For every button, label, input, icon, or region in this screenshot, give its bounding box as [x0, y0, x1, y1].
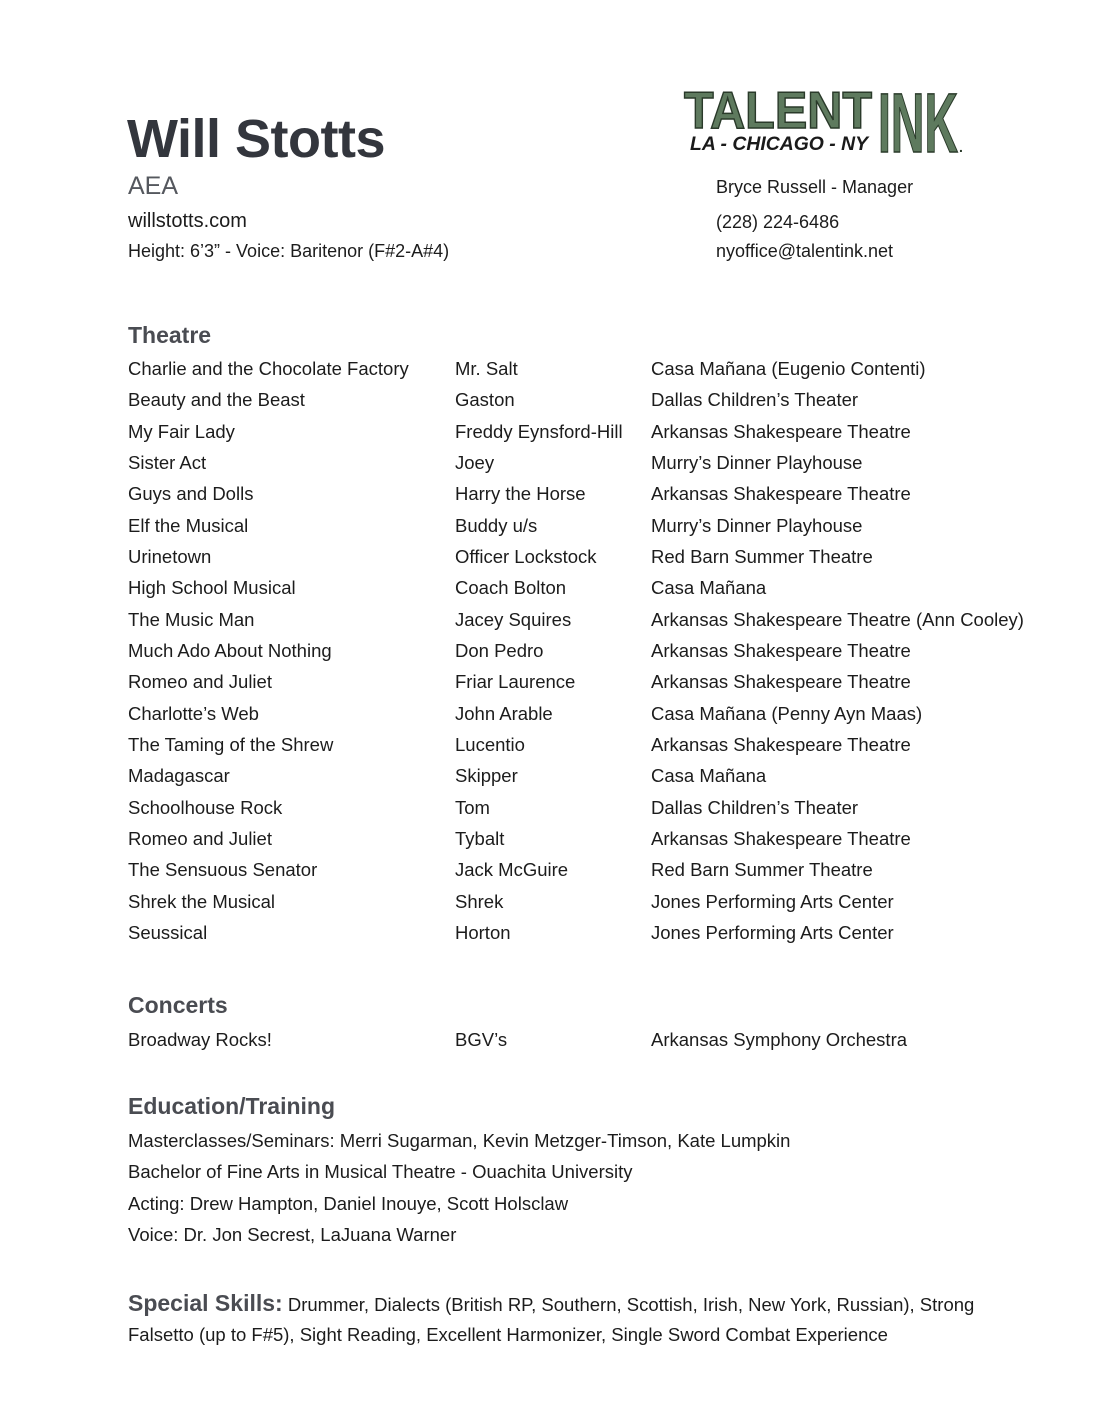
credit-show: Broadway Rocks! — [128, 1029, 272, 1050]
education-line: Acting: Drew Hampton, Daniel Inouye, Scott Holsclaw — [128, 1192, 569, 1214]
credit-venue: Dallas Children’s Theater — [651, 389, 859, 411]
credit-show: Sister Act — [128, 451, 207, 473]
credit-row — [0, 891, 1106, 922]
credit-role: Horton — [455, 921, 511, 943]
credit-row — [0, 922, 1106, 953]
credit-role: Friar Laurence — [455, 671, 576, 693]
manager-name: Bryce Russell - Manager — [716, 177, 914, 197]
union-affiliation: AEA — [128, 172, 179, 200]
credit-show: The Taming of the Shrew — [128, 733, 334, 755]
credit-role: John Arable — [455, 702, 553, 724]
skills-label: Special Skills: — [128, 1290, 283, 1316]
credit-venue: Arkansas Shakespeare Theatre — [651, 420, 911, 442]
credit-role: Freddy Eynsford-Hill — [455, 420, 623, 442]
credit-venue: Red Barn Summer Theatre — [651, 545, 873, 567]
credit-show: High School Musical — [128, 577, 296, 599]
credit-role: Jacey Squires — [455, 608, 572, 630]
credit-role: Officer Lockstock — [455, 545, 597, 567]
credit-row — [0, 703, 1106, 734]
credit-venue: Arkansas Shakespeare Theatre — [651, 483, 911, 505]
credit-venue: Arkansas Shakespeare Theatre — [651, 671, 911, 693]
credit-show: Schoolhouse Rock — [128, 796, 283, 818]
credit-row — [0, 640, 1106, 671]
credit-role: Tom — [455, 796, 490, 818]
skills-text: Drummer, Dialects (British RP, Southern, Scottish, Irish, New York, Russian), Strong Falsetto (up to F#5), Sight Reading, Excellent Harmonizer, Single Sword Combat Experience — [128, 1294, 975, 1345]
credit-show: The Sensuous Senator — [128, 859, 318, 881]
credit-venue: Red Barn Summer Theatre — [651, 859, 873, 881]
credit-venue: Murry’s Dinner Playhouse — [651, 451, 863, 473]
credit-show: Much Ado About Nothing — [128, 639, 332, 661]
credit-role: Harry the Horse — [455, 483, 586, 505]
height-voice-text: Height: 6’3” - Voice: Baritenor (F#2-A#4) — [128, 241, 450, 261]
credit-row — [0, 546, 1106, 577]
manager-email: nyoffice@talentink.net — [716, 241, 894, 261]
credit-role: Gaston — [455, 389, 515, 411]
credit-venue: Jones Performing Arts Center — [651, 890, 894, 912]
credit-show: My Fair Lady — [128, 420, 235, 442]
credit-role: Jack McGuire — [455, 859, 569, 881]
credit-show: Seussical — [128, 921, 208, 943]
credit-row — [0, 797, 1106, 828]
credit-show: Elf the Musical — [128, 514, 249, 536]
credit-row — [0, 734, 1106, 765]
manager-phone: (228) 224-6486 — [716, 212, 840, 232]
credit-row — [0, 1029, 1106, 1060]
credit-venue: Casa Mañana (Penny Ayn Maas) — [651, 702, 923, 724]
credit-row — [0, 421, 1106, 452]
credit-row — [0, 515, 1106, 546]
credit-row — [0, 358, 1106, 389]
credit-venue: Jones Performing Arts Center — [651, 921, 894, 943]
svg-text:TALENT: TALENT — [684, 82, 873, 140]
credit-role: Buddy u/s — [455, 514, 538, 536]
svg-text:LA - CHICAGO - NY: LA - CHICAGO - NY — [690, 134, 871, 155]
credit-venue: Casa Mañana (Eugenio Contenti) — [651, 358, 926, 379]
credit-venue: Arkansas Shakespeare Theatre — [651, 827, 911, 849]
credit-venue: Arkansas Symphony Orchestra — [651, 1029, 908, 1050]
education-line: Bachelor of Fine Arts in Musical Theatre - Ouachita University — [128, 1161, 633, 1183]
actor-name: Will Stotts — [127, 109, 385, 169]
credit-role: Lucentio — [455, 733, 525, 755]
credit-role: Joey — [455, 451, 495, 473]
credit-venue: Arkansas Shakespeare Theatre (Ann Cooley) — [651, 608, 1024, 630]
credit-row — [0, 859, 1106, 890]
credit-row — [0, 828, 1106, 859]
credit-role: Coach Bolton — [455, 577, 567, 599]
credit-row — [0, 483, 1106, 514]
svg-text:INK: INK — [878, 78, 958, 160]
credit-role: Shrek — [455, 890, 504, 912]
theatre-heading: Theatre — [128, 322, 212, 348]
credit-role: Skipper — [455, 765, 518, 787]
credit-role: BGV’s — [455, 1029, 508, 1050]
education-heading: Education/Training — [128, 1093, 336, 1119]
credit-venue: Casa Mañana — [651, 577, 767, 599]
credit-venue: Casa Mañana — [651, 765, 767, 787]
credit-row — [0, 671, 1106, 702]
credit-venue: Arkansas Shakespeare Theatre — [651, 639, 911, 661]
credit-show: Beauty and the Beast — [128, 389, 305, 411]
credit-row — [0, 765, 1106, 796]
credit-venue: Murry’s Dinner Playhouse — [651, 514, 863, 536]
credit-role: Don Pedro — [455, 639, 544, 661]
credit-row — [0, 389, 1106, 420]
credit-venue: Arkansas Shakespeare Theatre — [651, 733, 911, 755]
credit-role: Tybalt — [455, 827, 505, 849]
svg-text:.: . — [959, 139, 963, 155]
credit-show: Charlotte’s Web — [128, 702, 259, 724]
credit-row — [0, 609, 1106, 640]
credit-show: Charlie and the Chocolate Factory — [128, 358, 409, 379]
education-line: Masterclasses/Seminars: Merri Sugarman, Kevin Metzger-Timson, Kate Lumpkin — [128, 1130, 791, 1151]
credit-role: Mr. Salt — [455, 358, 518, 379]
credit-show: Madagascar — [128, 765, 230, 787]
education-line: Voice: Dr. Jon Secrest, LaJuana Warner — [128, 1223, 457, 1245]
credit-show: Romeo and Juliet — [128, 671, 272, 693]
credit-row — [0, 452, 1106, 483]
credit-show: Guys and Dolls — [128, 483, 254, 505]
talentink-logo — [682, 78, 968, 160]
credit-show: The Music Man — [128, 608, 255, 630]
concerts-heading: Concerts — [128, 992, 228, 1018]
credit-show: Urinetown — [128, 545, 212, 567]
website-text: willstotts.com — [128, 210, 247, 232]
credit-show: Shrek the Musical — [128, 890, 276, 912]
special-skills — [128, 1288, 1018, 1350]
credit-show: Romeo and Juliet — [128, 827, 272, 849]
credit-venue: Dallas Children’s Theater — [651, 796, 859, 818]
credit-row — [0, 577, 1106, 608]
